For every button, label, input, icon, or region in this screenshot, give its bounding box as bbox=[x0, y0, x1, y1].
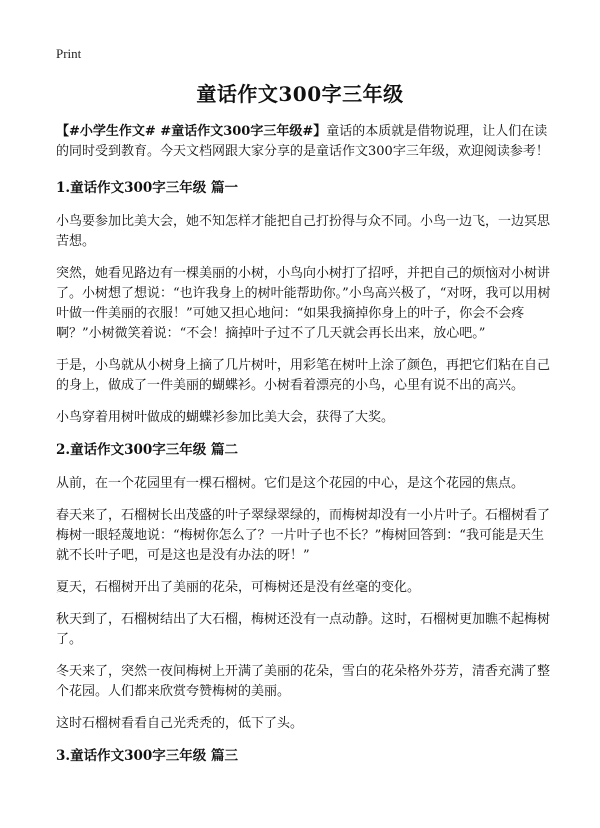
paragraph: 冬天来了，突然一夜间梅树上开满了美丽的花朵，雪白的花朵格外芬芳，清香充满了整个花园。人们都来欣赏夸赞梅树的美丽。 bbox=[56, 664, 551, 699]
paragraph: 夏天，石榴树开出了美丽的花朵，可梅树还是没有丝毫的变化。 bbox=[56, 580, 421, 595]
section-heading: 3.童话作文300字三年级 篇三 bbox=[56, 748, 238, 764]
intro-text: 童话的本质就是借物说理，让人们在读的同时受到教育。今天文档网跟大家分享的是童话作文300字三年级，欢迎阅读参考！ bbox=[56, 124, 549, 159]
section-heading: 1.童话作文300字三年级 篇一 bbox=[56, 180, 238, 196]
paragraph: 这时石榴树看看自己光秃秃的，低下了头。 bbox=[56, 716, 304, 731]
paragraph: 突然，她看见路边有一棵美丽的小树，小鸟向小树打了招呼，并把自己的烦恼对小树讲了。小树想了想说：“也许我身上的树叶能帮助你。”小鸟高兴极了，“对呀，我可以用树叶做一件美丽的衣服！”可她又担心地问：“如果我摘掉你身上的叶子，你会不会疼啊？”小树微笑着说：“不会！摘掉叶子过不了几天就会再长出来，放心吧。” bbox=[56, 266, 551, 341]
section-heading: 2.童话作文300字三年级 篇二 bbox=[56, 442, 238, 458]
paragraph: 秋天到了，石榴树结出了大石榴，梅树还没有一点动静。这时，石榴树更加瞧不起梅树了。 bbox=[56, 612, 551, 647]
paragraph: 小鸟穿着用树叶做成的蝴蝶衫参加比美大会，获得了大奖。 bbox=[56, 410, 395, 425]
paragraph: 小鸟要参加比美大会，她不知怎样才能把自己打扮得与众不同。小鸟一边飞，一边冥思苦想。 bbox=[56, 214, 551, 249]
paragraph: 从前，在一个花园里有一棵石榴树。它们是这个花园的中心，是这个花园的焦点。 bbox=[56, 476, 525, 491]
section-1 bbox=[56, 178, 552, 428]
intro-paragraph bbox=[56, 122, 552, 162]
article-body bbox=[56, 122, 552, 780]
page-title: 童话作文300字三年级 bbox=[196, 82, 404, 106]
paragraph: 春天来了，石榴树长出茂盛的叶子翠绿翠绿的，而梅树却没有一小片叶子。石榴树看了梅树一眼轻蔑地说：“梅树你怎么了？一片叶子也不长？”梅树回答到：“我可能是天生就不长叶子吧，可是这也是没有办法的呀！” bbox=[56, 508, 551, 563]
print-link[interactable]: Print bbox=[56, 46, 82, 61]
paragraph: 于是，小鸟就从小树身上摘了几片树叶，用彩笔在树叶上涂了颜色，再把它们粘在自己的身上，做成了一件美丽的蝴蝶衫。小树看着漂亮的小鸟，心里有说不出的高兴。 bbox=[56, 358, 551, 393]
section-2 bbox=[56, 440, 552, 734]
section-3 bbox=[56, 746, 552, 766]
intro-tags: 【#小学生作文# #童话作文300字三年级#】 bbox=[56, 124, 327, 139]
